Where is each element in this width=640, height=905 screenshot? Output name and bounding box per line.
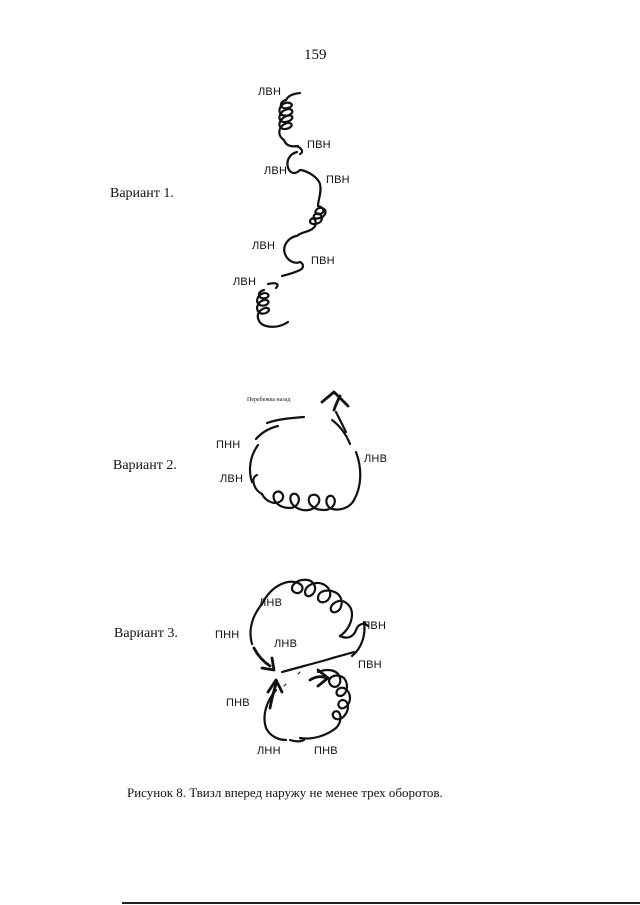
variant-3-label: ПНВ <box>314 745 338 757</box>
variant-1-label: ПВН <box>311 255 335 267</box>
variant-2-trace-drawing <box>250 392 360 510</box>
variant-1-label: ЛВН <box>258 86 282 98</box>
variant-3-label: ЛВН <box>363 620 387 632</box>
variant-1-label: ЛВН <box>233 276 257 288</box>
variant-1-label: ЛВН <box>252 240 276 252</box>
variant-3-title: Вариант 3. <box>114 626 178 641</box>
figure-caption: Рисунок 8. Твизл вперед наружу не менее трех оборотов. <box>127 785 443 800</box>
variant-1-label: ПВН <box>326 174 350 186</box>
variant-3-trace-drawing <box>250 580 368 742</box>
page-bottom-rule <box>122 902 640 904</box>
variant-3-label: ПВН <box>358 659 382 671</box>
variant-2-note: Перебежка назад <box>247 397 291 403</box>
variant-1-label: ПВН <box>307 139 331 151</box>
variant-1-label: ЛВН <box>264 165 288 177</box>
variant-3-label: ПНВ <box>226 697 250 709</box>
variant-2-title: Вариант 2. <box>113 458 177 473</box>
variant-2-label: ПНН <box>216 439 241 451</box>
variant-1-title: Вариант 1. <box>110 186 174 201</box>
page-number: 159 <box>304 47 327 63</box>
variant-1-trace-drawing <box>257 93 325 327</box>
variant-3-label: ПНН <box>215 629 240 641</box>
variant-3-label: ЛНВ <box>274 638 298 650</box>
variant-2-label: ЛНВ <box>364 453 388 465</box>
variant-2-label: ЛВН <box>220 473 244 485</box>
variant-3-label: ЛНВ <box>259 597 283 609</box>
variant-3-label: ЛНН <box>257 745 281 757</box>
